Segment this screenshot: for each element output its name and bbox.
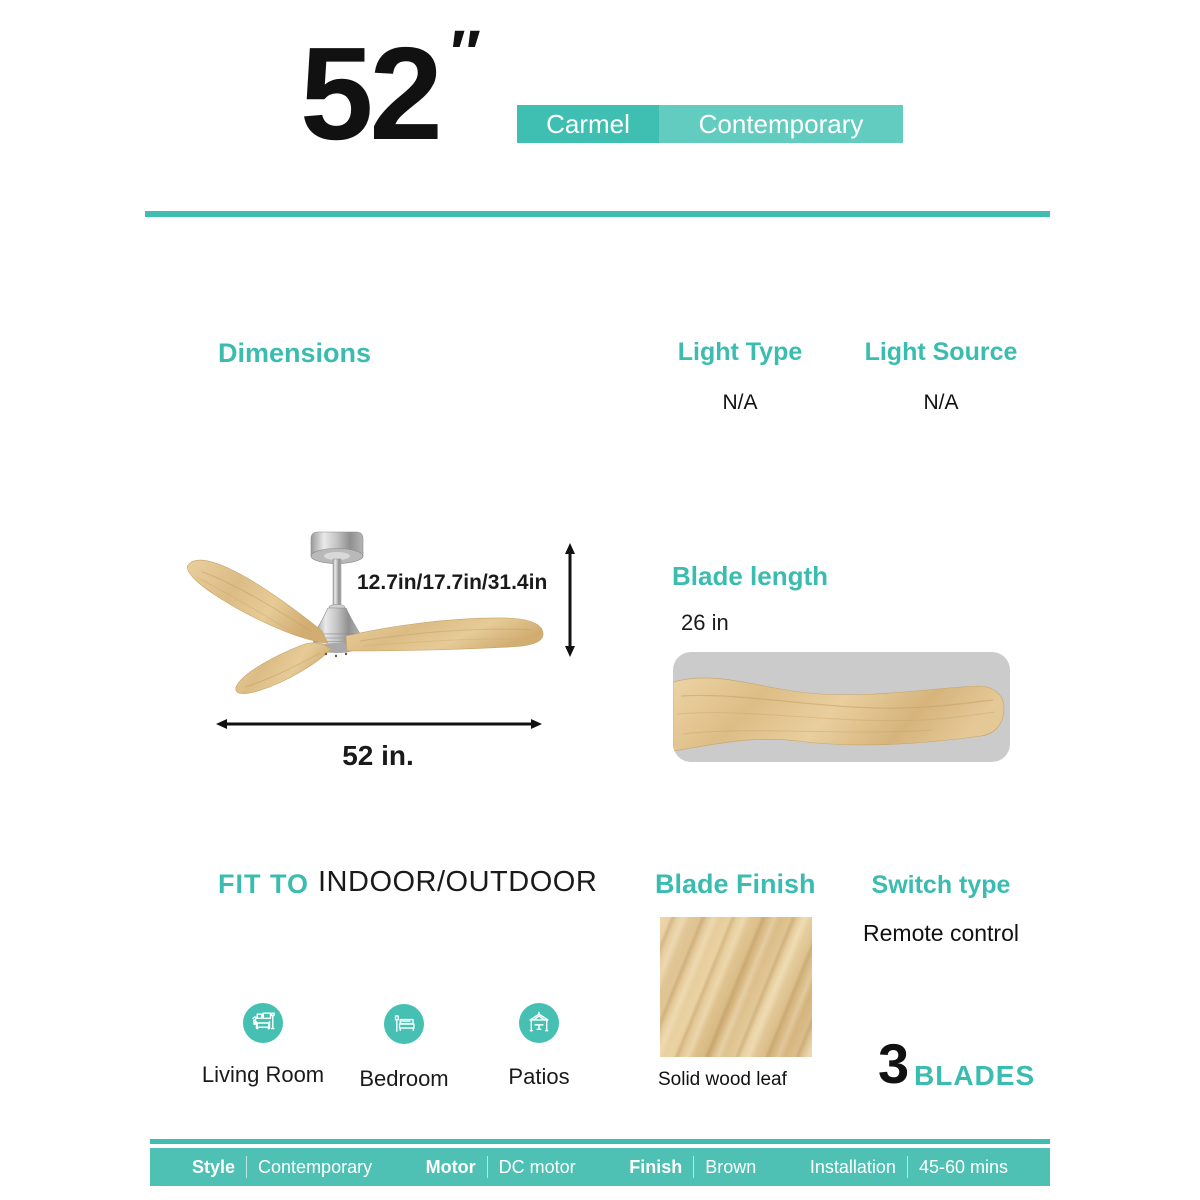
fan-size-title xyxy=(300,17,478,167)
spec-installation xyxy=(810,1156,1008,1178)
top-divider xyxy=(145,211,1050,217)
spec-motor-label: Motor xyxy=(425,1156,476,1177)
bedroom-label: Bedroom xyxy=(359,1066,449,1091)
spec-style xyxy=(192,1156,372,1178)
wood-finish-caption: Solid wood leaf xyxy=(658,1069,787,1090)
living-room-icon xyxy=(243,1003,283,1043)
light-type-heading: Light Type xyxy=(677,338,803,366)
spec-style-label: Style xyxy=(192,1156,236,1177)
light-type-block xyxy=(655,338,825,415)
switch-type-value: Remote control xyxy=(863,920,1019,946)
series-name: Carmel xyxy=(517,105,659,143)
fit-to-heading: FIT TO xyxy=(218,869,309,899)
footer-divider xyxy=(150,1139,1050,1144)
patio-icon xyxy=(519,1003,559,1043)
living-room-label: Living Room xyxy=(201,1062,325,1087)
series-badge xyxy=(517,105,903,143)
height-dimension-arrow xyxy=(565,543,575,657)
spec-finish xyxy=(629,1156,756,1178)
single-blade-illustration xyxy=(673,652,1010,762)
footer-separator xyxy=(693,1156,694,1178)
spec-finish-value: Brown xyxy=(705,1156,757,1177)
dimensions-heading: Dimensions xyxy=(218,338,372,368)
light-type-value: N/A xyxy=(722,391,758,414)
blade-finish-heading: Blade Finish xyxy=(655,869,816,899)
light-source-block xyxy=(856,338,1026,415)
blade-length-heading: Blade length xyxy=(672,561,829,591)
fit-to-value: INDOOR/OUTDOOR xyxy=(318,866,598,898)
light-source-heading: Light Source xyxy=(864,338,1018,366)
spec-style-value: Contemporary xyxy=(258,1156,373,1177)
footer-separator xyxy=(487,1156,488,1178)
fan-blade-bottom xyxy=(236,643,331,694)
collection-name: Contemporary xyxy=(659,105,903,143)
diameter-label: 52 in. xyxy=(342,740,414,771)
blade-count-label: BLADES xyxy=(914,1060,1036,1091)
fan-size-number: 52 xyxy=(300,20,439,167)
light-source-value: N/A xyxy=(923,391,959,414)
spec-finish-label: Finish xyxy=(629,1156,683,1177)
bedroom-icon xyxy=(384,1004,424,1044)
fan-downrod xyxy=(333,559,341,607)
patio-label: Patios xyxy=(508,1064,570,1089)
blade-length-value: 26 in xyxy=(681,610,729,635)
width-dimension-arrow xyxy=(216,719,542,729)
switch-type-heading: Switch type xyxy=(871,871,1011,899)
wood-finish-swatch xyxy=(660,917,812,1057)
footer-separator xyxy=(907,1156,908,1178)
blade-length-image xyxy=(673,652,1010,762)
footer-separator xyxy=(246,1156,247,1178)
spec-installation-label: Installation xyxy=(809,1156,896,1177)
fan-blade-right xyxy=(346,618,543,651)
spec-installation-value: 45-60 mins xyxy=(918,1156,1008,1177)
spec-motor xyxy=(426,1156,576,1178)
blade-count: 3 xyxy=(878,1032,910,1095)
fan-blade-left xyxy=(187,560,328,643)
inch-mark: ″ xyxy=(446,17,478,89)
spec-footer-bar xyxy=(150,1148,1050,1186)
drop-height-label: 12.7in/17.7in/31.4in xyxy=(357,571,548,594)
spec-motor-value: DC motor xyxy=(498,1156,576,1177)
